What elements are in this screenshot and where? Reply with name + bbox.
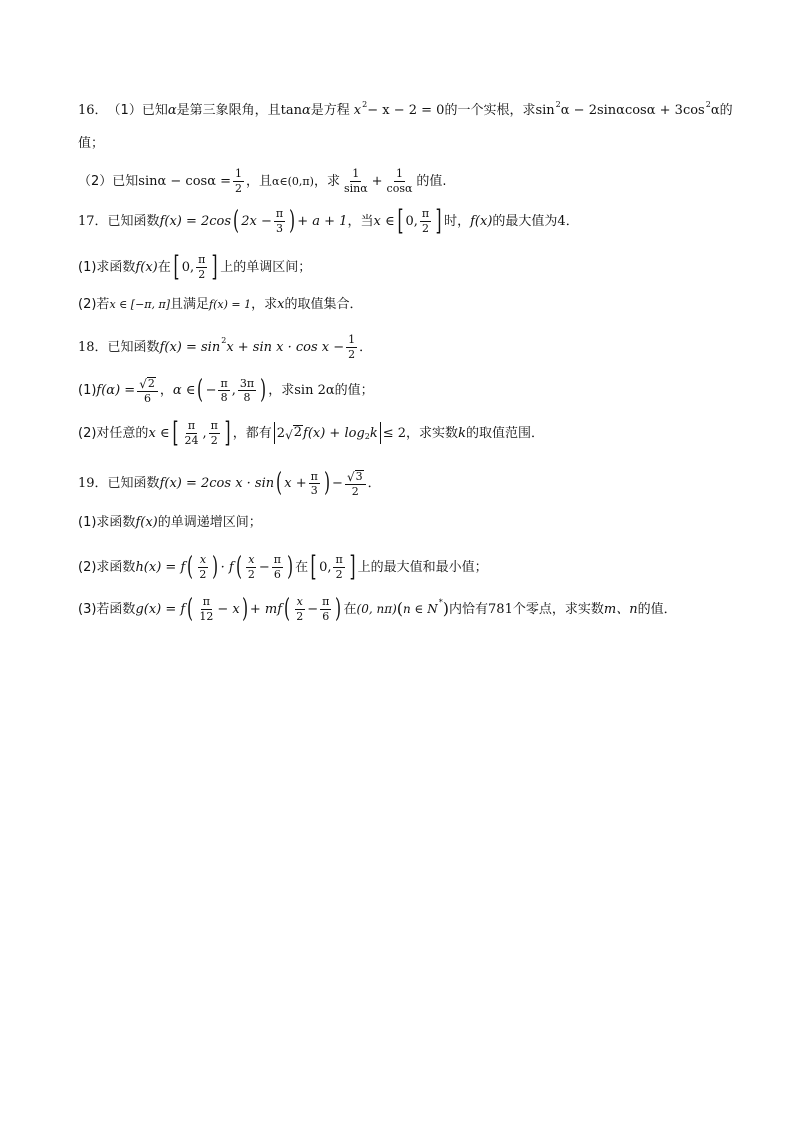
paren-right: ): [286, 551, 294, 582]
q19-plus-mf: + mf: [249, 601, 283, 617]
frac-den: 2: [422, 221, 430, 235]
bracket-left: [: [397, 203, 404, 237]
frac-num: π: [202, 595, 210, 608]
q18-text: ，: [159, 383, 173, 399]
frac-num: x: [199, 553, 207, 566]
fraction: [197, 554, 208, 580]
q16-text: 已知: [112, 173, 139, 189]
q18-text: 的值；: [334, 383, 374, 399]
abs-bar-right: [380, 422, 381, 444]
q19-sub3: (3) 若函数 g(x) = f ( $\frac{\pi}{12}$ − x ) + mf ( $\frac{x}{2}$ − $\frac{\pi}{6}$ ) 在 (0, nπ) ( n ∈ N * ) 内恰有 781 个零点，求实数 m、n 的值．: [78, 593, 677, 624]
q16-part1-label: （1）: [107, 103, 142, 118]
q16-text: 的一个实根，求: [444, 103, 536, 118]
fraction: [209, 420, 220, 446]
bracket-right: ]: [211, 249, 218, 283]
q16-text: 已知: [141, 103, 168, 118]
frac-num: π: [275, 207, 284, 220]
q17-text: 的取值集合．: [284, 297, 363, 312]
q18-fa: f(α) =: [96, 383, 136, 399]
frac-num: π: [220, 376, 228, 390]
q19-g: g(x) = f: [135, 601, 186, 617]
fraction: [182, 420, 200, 446]
frac-den: 2: [351, 485, 359, 499]
fraction: [294, 596, 305, 622]
frac-den: 6: [144, 392, 152, 406]
frac-num: x: [296, 595, 303, 608]
q19-text: 上的最大值和最小值；: [357, 559, 488, 575]
q19-text: 在: [343, 601, 357, 617]
q16-text: 值；: [78, 136, 105, 151]
q16-line2: [78, 168, 754, 194]
frac-den: 6: [273, 567, 281, 581]
sqrt: √ 2: [139, 376, 155, 391]
minus: −: [258, 559, 270, 575]
q19-dot: · f: [220, 559, 234, 575]
q18-sup: 2: [221, 336, 227, 346]
q16-expr: α: [710, 103, 720, 118]
fraction: [346, 334, 357, 360]
frac-num: [345, 470, 366, 485]
q16-text: 是方程: [310, 103, 350, 118]
q18-sub2-label: (2): [78, 425, 97, 441]
frac-den: 2: [198, 267, 206, 281]
fraction: [320, 596, 331, 622]
q18-mid: f(x) + log: [303, 425, 365, 441]
q18-log-base: 2: [364, 432, 370, 442]
q18-alpha: α ∈: [172, 383, 196, 399]
q18-sub1-label: (1): [78, 383, 97, 399]
q19-text: 求函数: [96, 515, 136, 530]
q19-number: 19．: [78, 476, 108, 492]
bracket-left: [: [310, 549, 317, 583]
paren-left: (: [197, 375, 204, 406]
abs-bar-left: [274, 422, 275, 444]
q19-count: 781: [488, 601, 513, 617]
q19-minus-x: − x: [217, 601, 240, 617]
q17-text: 上的单调区间；: [220, 259, 312, 275]
q19-h: h(x) = f: [135, 559, 186, 575]
q18-text: ，都有: [232, 425, 272, 441]
fraction: [197, 596, 215, 622]
q16-alpha: α: [167, 103, 177, 118]
q17-range-start: 0,: [181, 259, 195, 275]
q19-text: 的值．: [637, 601, 677, 617]
q18-le: ≤ 2: [382, 425, 407, 441]
frac-num: π: [421, 207, 430, 220]
q19-text: 的单调递增区间；: [157, 515, 262, 530]
q18-k: k: [458, 425, 466, 441]
sqrt: √ 2: [285, 425, 303, 442]
q19-mn: m、n: [603, 601, 638, 617]
q17-eq: f(x) = 1: [209, 298, 252, 311]
minus: −: [332, 476, 343, 492]
q16-line1-cont: [78, 137, 754, 150]
q17-text: 在: [157, 259, 171, 275]
frac-num: [137, 377, 158, 392]
q17-inner: 2x −: [241, 213, 272, 229]
q16-alpha: α: [302, 103, 311, 118]
q18-text: 已知函数: [107, 339, 160, 355]
q19-text: 个零点，求实数: [512, 601, 604, 617]
paren-right: ): [289, 205, 296, 236]
frac-den: 24: [184, 433, 199, 447]
frac-num: π: [273, 553, 281, 566]
q16-text: ，求: [313, 173, 340, 189]
frac-den: 6: [322, 609, 330, 623]
q19-text: 若函数: [96, 601, 136, 617]
q16-expr: sinα − cosα =: [138, 173, 232, 189]
q16-eq-rest: − x − 2 = 0: [367, 103, 445, 118]
frac-num: x: [248, 553, 255, 566]
frac-num: π: [198, 253, 206, 266]
q19-sub1: [78, 516, 754, 529]
frac-num: 1: [395, 167, 403, 180]
q18-k: k: [369, 425, 378, 441]
q19-text: ．: [367, 476, 381, 492]
q17-range: x ∈ [−π, π]: [109, 298, 171, 311]
q19-sub3-label: (3): [78, 601, 97, 617]
bracket-left: [: [173, 249, 180, 283]
paren-left: (: [187, 551, 194, 582]
q17-text: 的最大值为: [492, 213, 558, 229]
q17-text: 已知函数: [107, 213, 160, 229]
q17-sub2-label: (2): [78, 297, 97, 312]
q19-interval: (0, nπ): [356, 602, 397, 617]
fraction: [238, 378, 256, 404]
paren-left: (: [276, 468, 283, 499]
q19-fx: f(x): [135, 515, 158, 530]
q18-sub2: (2) 对任意的 x ∈ [ $\frac{\pi}{24}$ , $\frac{\pi}{2}$ ] ，都有 2 √ 2 f(x) + log 2 k ≤ 2 ，求实数 k 的取值范围．: [78, 415, 544, 449]
q19-sub2-label: (2): [78, 559, 97, 575]
paren-right: ): [241, 593, 248, 624]
frac-den: 2: [296, 609, 304, 623]
frac-den: 3: [310, 484, 318, 498]
bracket-right: ]: [224, 415, 231, 449]
q17-fx: f(x): [470, 213, 493, 229]
q19-sub1-label: (1): [78, 515, 97, 530]
q19-text: 已知函数: [107, 476, 160, 492]
q19-text: 在: [295, 559, 309, 575]
fraction: [272, 554, 283, 580]
q17-line1: [78, 203, 754, 237]
q17-text: 时，: [444, 213, 471, 229]
frac-den: 12: [199, 609, 214, 623]
q18-line1: [78, 334, 754, 360]
q16-line1: [78, 99, 754, 118]
frac-den: cosα: [386, 181, 413, 195]
frac-den: 2: [335, 567, 343, 581]
frac-num: 1: [352, 167, 360, 180]
sqrt-arg: 3: [355, 470, 363, 483]
q19-sub2: [78, 549, 754, 583]
fraction: [246, 554, 257, 580]
bracket-right: ]: [435, 203, 442, 237]
bracket-right: ]: [349, 549, 356, 583]
fraction: [196, 254, 207, 280]
fraction: [345, 470, 366, 498]
q17-text: 且满足: [170, 297, 210, 312]
q18-text: ，求实数: [406, 425, 459, 441]
frac-den: 3: [275, 221, 283, 235]
q19-func: f(x) = 2cos x · sin: [159, 476, 275, 492]
q18-text: ，求: [268, 383, 295, 399]
paren-left: (: [235, 551, 242, 582]
q17-sub1: [78, 249, 754, 283]
q18-text: 的取值范围．: [465, 425, 544, 441]
q18-sub1: (1) f(α) = √ 2 6 ， α ∈ ( − $\frac{\pi}{8}$ , $\frac{3\pi}{8}$ ) ，求 sin 2α 的值；: [78, 375, 374, 406]
q17-text: ．: [565, 213, 579, 229]
q18-number: 18．: [78, 339, 108, 355]
q19-text: 内恰有: [449, 601, 489, 617]
q18-coef: 2: [276, 425, 286, 441]
q16-expr-sup: 2: [705, 99, 711, 109]
frac-den: sinα: [343, 181, 368, 195]
q16-text: 的值.: [416, 173, 447, 189]
frac-num: π: [310, 469, 318, 483]
sqrt-arg: 2: [293, 425, 303, 441]
q19-n-set: n ∈ N: [403, 602, 438, 617]
plus: +: [371, 173, 383, 189]
q17-sub2: [78, 298, 754, 311]
q16-text: ，且: [246, 173, 273, 189]
q17-sub1-label: (1): [78, 259, 97, 275]
frac-den: 8: [220, 391, 228, 405]
q18-text: 对任意的: [96, 425, 149, 441]
q17-number: 17．: [78, 213, 108, 229]
fraction: [137, 377, 158, 405]
fraction: [333, 554, 344, 580]
q16-number: 16．: [78, 103, 108, 118]
q18-x: x ∈: [148, 425, 170, 441]
q17-value: 4: [557, 213, 566, 229]
frac-num: 3π: [239, 376, 255, 390]
fraction: [274, 208, 285, 234]
paren-right: ): [212, 551, 219, 582]
fraction: [420, 208, 431, 234]
q18-func: f(x) = sin: [159, 339, 221, 355]
frac-num: π: [187, 419, 196, 432]
frac-den: 2: [199, 567, 207, 581]
q18-func-rest: x + sin x · cos x −: [226, 339, 345, 355]
frac-den: 2: [247, 567, 255, 581]
fraction: [309, 471, 320, 497]
paren-right: ): [323, 468, 330, 499]
frac-num: π: [322, 595, 330, 608]
q16-part2-label: （2）: [78, 173, 113, 189]
frac-den: 2: [348, 347, 356, 361]
frac-num: π: [210, 419, 218, 432]
paren-left: (: [187, 593, 194, 624]
q17-range-start: 0,: [405, 213, 418, 229]
q19-inner: x +: [284, 476, 307, 492]
q17-x: x: [277, 297, 285, 312]
q17-fx: f(x): [135, 259, 158, 275]
sqrt-arg: 2: [147, 377, 155, 390]
q16-expr-sup: 2: [555, 99, 561, 109]
q16-range: α∈(0,π): [272, 174, 314, 188]
q16-eq-x: x: [353, 103, 362, 118]
minus: −: [307, 601, 319, 617]
q16-text: 的: [719, 103, 733, 118]
paren-left: (: [233, 205, 240, 236]
frac-num: 1: [235, 167, 243, 180]
q19-range-start: 0,: [319, 559, 332, 575]
q17-x-in: x ∈: [373, 213, 395, 229]
q16-expr: sin: [535, 103, 555, 118]
q18-sin: sin 2α: [294, 383, 335, 399]
q17-tail: + a + 1: [297, 213, 348, 229]
q19-star: *: [438, 598, 443, 608]
bracket-left: [: [171, 415, 179, 449]
fraction: [385, 168, 415, 194]
q16-eq-sup: 2: [362, 99, 368, 109]
frac-num: 1: [348, 333, 356, 346]
frac-den: 8: [243, 391, 251, 405]
q17-text: ，求: [251, 297, 278, 312]
paren-right: ): [335, 593, 342, 624]
frac-num: π: [335, 553, 343, 566]
q19-text: 求函数: [96, 559, 136, 575]
q16-tan: tan: [280, 103, 302, 118]
q16-expr: α − 2sinαcosα + 3cos: [560, 103, 705, 118]
frac-den: 2: [235, 181, 243, 195]
q17-func: f(x) = 2cos: [159, 213, 232, 229]
q18-text: ．: [359, 339, 373, 355]
fraction: [233, 168, 244, 194]
q19-line1: [78, 470, 754, 498]
sqrt: √ 3: [346, 469, 363, 484]
q17-text: ，当: [347, 213, 374, 229]
q16-text: 是第三象限角，且: [176, 103, 281, 118]
q17-text: 求函数: [96, 259, 136, 275]
frac-den: 2: [210, 433, 218, 447]
minus: −: [205, 383, 217, 399]
fraction: [342, 168, 370, 194]
q17-text: 若: [96, 297, 110, 312]
paren-left: (: [284, 593, 291, 624]
paren-right: ): [260, 375, 267, 406]
fraction: [218, 378, 229, 404]
